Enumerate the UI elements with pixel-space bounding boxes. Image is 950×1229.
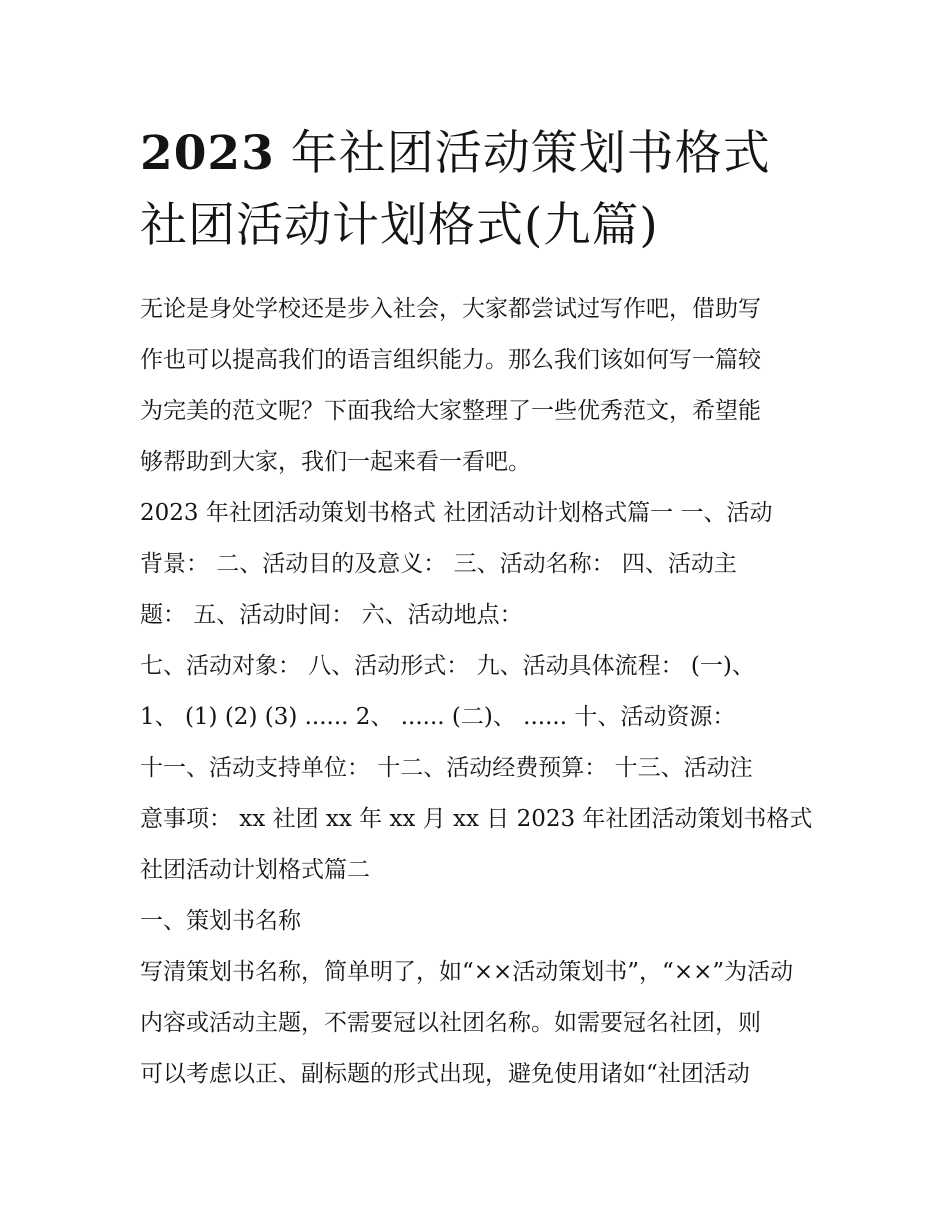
body-line: 内容或活动主题，不需要冠以社团名称。如需要冠名社团，则 xyxy=(140,1010,761,1036)
body-line: 无论是身处学校还是步入社会，大家都尝试过写作吧，借助写 xyxy=(140,296,761,322)
body-line: 写清策划书名称，简单明了，如“××活动策划书”，“××”为活动 xyxy=(140,959,794,985)
body-line: 作也可以提高我们的语言组织能力。那么我们该如何写一篇较 xyxy=(140,347,761,373)
body-line: 题： 五、活动时间： 六、活动地点： xyxy=(140,602,523,628)
body-line: 十一、活动支持单位： 十二、活动经费预算： 十三、活动注 xyxy=(140,755,753,781)
title-line-2: 社团活动计划格式(九篇) xyxy=(140,198,659,253)
body-line: 七、活动对象： 八、活动形式： 九、活动具体流程： (一)、 xyxy=(140,653,755,679)
body-line: 意事项： xx 社团 xx 年 xx 月 xx 日 2023 年社团活动策划书格式 xyxy=(140,806,813,832)
body-line: 1、 (1) (2) (3) ...... 2、 ...... (二)、 ...... 十、活动资源： xyxy=(140,704,736,730)
document-title xyxy=(140,118,820,262)
section-heading: 一、策划书名称 xyxy=(140,908,301,934)
title-line-1-text: 年社团活动策划书格式 xyxy=(274,126,771,181)
document-body xyxy=(140,284,820,1100)
title-line-1 xyxy=(140,118,820,190)
body-line: 可以考虑以正、副标题的形式出现，避免使用诸如“社团活动 xyxy=(140,1061,750,1087)
body-line: 背景： 二、活动目的及意义： 三、活动名称： 四、活动主 xyxy=(140,551,737,577)
body-line: 够帮助到大家，我们一起来看一看吧。 xyxy=(140,449,531,475)
title-year: 2023 xyxy=(140,126,275,181)
body-line: 社团活动计划格式篇二 xyxy=(140,857,370,883)
body-line: 2023 年社团活动策划书格式 社团活动计划格式篇一 一、活动 xyxy=(140,500,773,526)
body-line: 为完美的范文呢？下面我给大家整理了一些优秀范文，希望能 xyxy=(140,398,761,424)
